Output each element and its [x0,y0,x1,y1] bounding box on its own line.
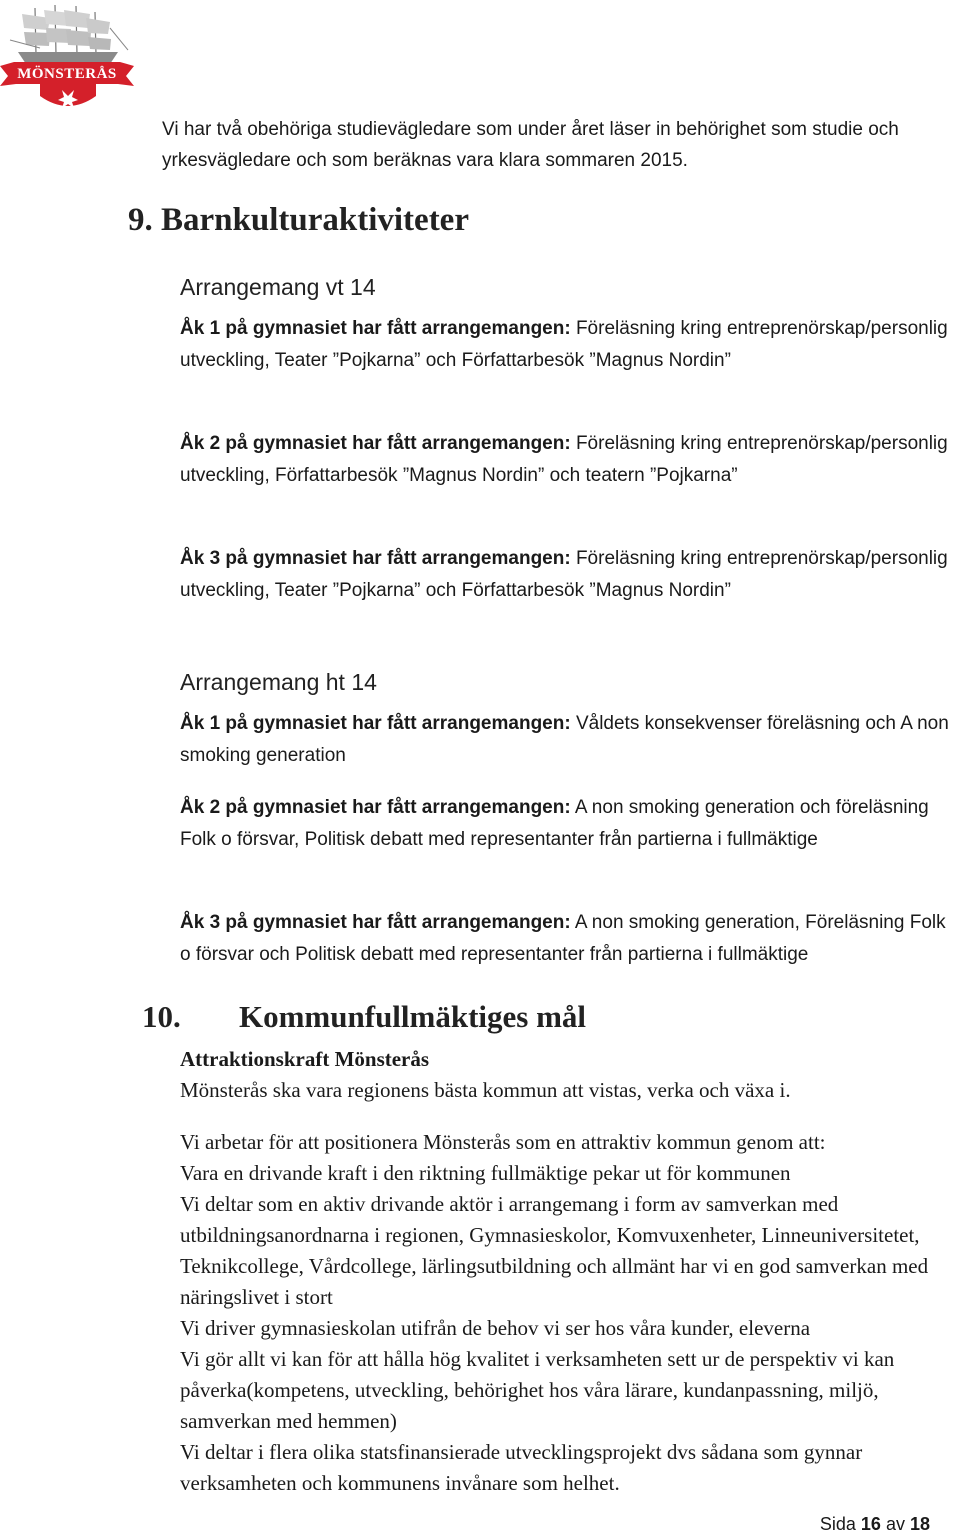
item-label: Åk 1 på gymnasiet har fått arrangemangen: [180,318,571,339]
item-label: Åk 2 på gymnasiet har fått arrangemangen: [180,433,571,454]
logo-text: MÖNSTERÅS [17,66,117,82]
goal-block [180,1044,955,1106]
vt-item-2 [180,428,955,491]
ht-item-1 [180,708,955,771]
list-item: Vi deltar i flera olika statsfinansierade utvecklingsprojekt dvs sådana som gynnar verksamheten och kommunens invånare som helhet. [180,1440,863,1495]
intro-paragraph: Vi har två obehöriga studievägledare som under året läser in behörighet som studie och yrkesvägledare och som beräknas vara klara sommaren 2015. [162,119,899,171]
section-number: 10. [142,999,181,1034]
page-word: Sida [819,1514,856,1534]
item-text: Föreläsning kring entreprenörskap/personlig utveckling, Teater ”Pojkarna” och Författarbesök ”Magnus Nordin” [180,318,948,371]
item-text: Våldets konsekvenser föreläsning och A non smoking generation [180,713,949,766]
ht-heading: Arrangemang ht 14 [180,669,377,695]
list-item: Vi driver gymnasieskolan utifrån de behov vi ser hos våra kunder, eleverna [180,1316,811,1340]
item-text: Föreläsning kring entreprenörskap/personlig utveckling, Författarbesök ”Magnus Nordin” och teatern ”Pojkarna” [180,433,948,486]
of-word: av [885,1514,905,1534]
vt-heading: Arrangemang vt 14 [180,274,376,300]
section-9-title: 9. Barnkulturaktiviteter [128,202,469,238]
item-text: A non smoking generation och föreläsning Folk o försvar, Politisk debatt med representanter från partierna i fullmäktige [180,797,929,850]
current-page: 16 [860,1514,881,1534]
item-text: A non smoking generation, Föreläsning Folk o försvar och Politisk debatt med representanter från partierna i fullmäktige [180,912,946,965]
section-10-title [142,997,586,1037]
ht-item-2 [180,792,955,855]
vt-item-1 [180,313,955,376]
item-label: Åk 2 på gymnasiet har fått arrangemangen: [180,797,571,818]
municipality-logo [0,0,135,112]
total-pages: 18 [909,1514,930,1534]
vt-item-3 [180,543,955,606]
section-title-text: Kommunfullmäktiges mål [239,999,587,1034]
item-text: Föreläsning kring entreprenörskap/personlig utveckling, Teater ”Pojkarna” och Författarbesök ”Magnus Nordin” [180,548,948,601]
list-item: Vi gör allt vi kan för att hålla hög kvalitet i verksamheten sett ur de perspektiv vi kan påverka(kompetens, utveckling, behörighet hos våra lärare, kundanpassning, miljö, samverkan med hemmen) [180,1347,895,1433]
list-item: Vi arbetar för att positionera Mönsterås som en attraktiv kommun genom att: [180,1130,826,1154]
goal-subheading: Attraktionskraft Mönsterås [180,1047,430,1071]
list-item: Vara en drivande kraft i den riktning fullmäktige pekar ut för kommunen [180,1161,791,1185]
work-list [180,1127,955,1499]
ship-emblem-icon [0,0,135,112]
item-label: Åk 3 på gymnasiet har fått arrangemangen: [180,912,571,933]
ht-item-3 [180,907,955,970]
item-label: Åk 1 på gymnasiet har fått arrangemangen: [180,713,571,734]
goal-text: Mönsterås ska vara regionens bästa kommun att vistas, verka och växa i. [180,1078,791,1102]
item-label: Åk 3 på gymnasiet har fått arrangemangen: [180,548,571,569]
page-number [820,1512,930,1536]
list-item: Vi deltar som en aktiv drivande aktör i arrangemang i form av samverkan med utbildningsanordnarna i regionen, Gymnasieskolor, Komvuxenheter, Linneuniversitetet, Teknikcollege, Vårdcollege, lärlingsutbildning och allmänt har vi en god samverkan med näringslivet i stort [180,1192,929,1309]
